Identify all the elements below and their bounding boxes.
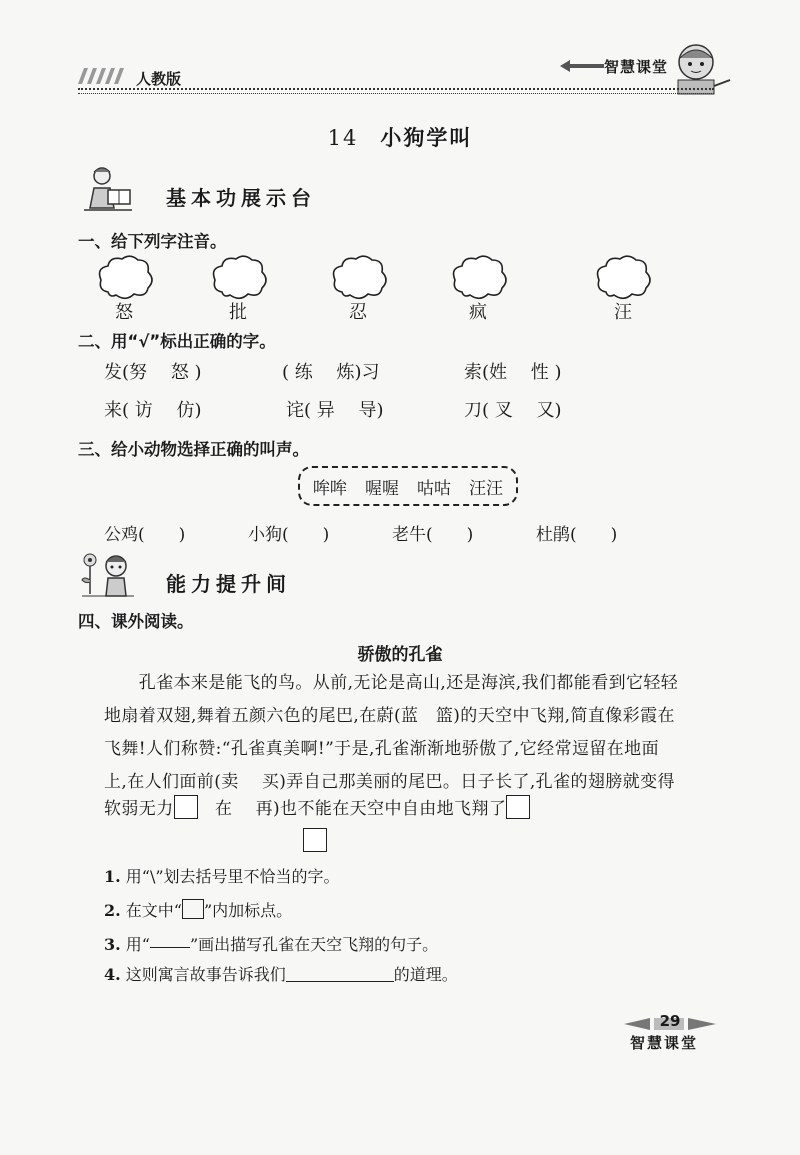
task-2 [104, 898, 292, 921]
word-option: 汪汪 [469, 478, 503, 499]
question-4-prompt: 四、课外阅读。 [78, 612, 194, 631]
choice-item[interactable]: 索(姓 性 ) [464, 362, 562, 383]
story-text: 软弱无力 [104, 799, 174, 819]
answer-slot[interactable]: 公鸡( ) [104, 525, 186, 545]
task-4 [104, 962, 458, 985]
task-text: 这则寓言故事告诉我们 [120, 965, 286, 984]
question-1-prompt: 一、给下列字注音。 [78, 232, 227, 251]
answer-blank[interactable] [286, 981, 394, 982]
task-text: ”内加标点。 [203, 901, 293, 920]
task-text: 用“ [120, 935, 150, 954]
pinyin-cloud-box[interactable] [594, 254, 652, 300]
story-line: 飞舞!人们称赞:“孔雀真美啊!”于是,孔雀渐渐地骄傲了,它经常逗留在地面 [104, 739, 659, 759]
task-text: 用“\”划去括号里不恰当的字。 [120, 867, 340, 886]
story-text: 在 再)也不能在天空中自由地飞翔了 [197, 799, 507, 819]
pinyin-cloud-box[interactable] [96, 254, 154, 300]
story-line-last [104, 794, 724, 819]
lesson-name: 小狗学叫 [380, 125, 473, 150]
pinyin-cloud-box[interactable] [450, 254, 508, 300]
question-3-prompt: 三、给小动物选择正确的叫声。 [78, 440, 309, 459]
pinyin-cloud-box[interactable] [210, 254, 268, 300]
story-line: 孔雀本来是能飞的鸟。从前,无论是高山,还是海滨,我们都能看到它轻轻 [104, 673, 679, 693]
story-title: 骄傲的孔雀 [357, 645, 443, 665]
question-2-prompt: 二、用“√”标出正确的字。 [78, 332, 276, 351]
task-number: 2. [104, 901, 121, 920]
lesson-number: 14 [327, 126, 359, 150]
underline-symbol [150, 947, 190, 948]
student-reading-icon [80, 164, 136, 212]
char-item: 批 [229, 302, 247, 323]
word-option: 咕咕 [417, 478, 451, 499]
answer-slot[interactable]: 小狗( ) [248, 525, 330, 545]
char-item: 汪 [614, 302, 632, 323]
child-with-flower-icon [80, 550, 136, 598]
header-brand: 智慧课堂 [604, 58, 669, 76]
punctuation-box[interactable] [174, 795, 198, 819]
lesson-title [0, 122, 800, 152]
arrow-icon [560, 60, 604, 72]
story-line: 地扇着双翅,舞着五颜六色的尾巴,在蔚(蓝 篮)的天空中飞翔,简直像彩霞在 [104, 706, 675, 726]
word-option: 哞哞 [313, 478, 347, 499]
footer-brand: 智慧课堂 [630, 1034, 699, 1052]
task-text: 的道理。 [393, 965, 458, 984]
section-advanced-title: 能力提升间 [166, 572, 291, 596]
answer-slot[interactable]: 老牛( ) [392, 525, 474, 545]
choice-item[interactable]: ( 练 炼)习 [282, 362, 380, 383]
choice-item[interactable]: 诧( 异 导) [286, 400, 384, 421]
choice-item[interactable]: 发(努 怒 ) [104, 362, 202, 383]
header-stripes-decoration [78, 68, 130, 84]
header-rule [78, 88, 714, 94]
edition-label: 人教版 [136, 70, 182, 88]
task-number: 1. [104, 867, 121, 886]
punctuation-box[interactable] [303, 828, 327, 852]
char-item: 怒 [115, 302, 133, 323]
box-symbol [182, 899, 204, 919]
punctuation-box[interactable] [506, 795, 530, 819]
story-line: 上,在人们面前(卖 买)弄自己那美丽的尾巴。日子长了,孔雀的翅膀就变得 [104, 772, 675, 792]
section-basic-title: 基本功展示台 [166, 186, 316, 210]
task-text: ”画出描写孔雀在天空飞翔的句子。 [189, 935, 439, 954]
task-text: 在文中“ [120, 901, 182, 920]
choice-item[interactable]: 来( 访 仿) [104, 400, 202, 421]
task-1 [104, 864, 340, 887]
pinyin-cloud-box[interactable] [330, 254, 388, 300]
char-item: 疯 [469, 302, 487, 323]
answer-slot[interactable]: 杜鹃( ) [536, 525, 618, 545]
task-number: 3. [104, 935, 121, 954]
word-bank-box [298, 466, 518, 506]
choice-item[interactable]: 刀( 叉 又) [464, 400, 562, 421]
task-number: 4. [104, 965, 121, 984]
page-number: 29 [659, 1012, 681, 1030]
task-3 [104, 932, 438, 955]
char-item: 忍 [349, 302, 367, 323]
word-option: 喔喔 [365, 478, 399, 499]
